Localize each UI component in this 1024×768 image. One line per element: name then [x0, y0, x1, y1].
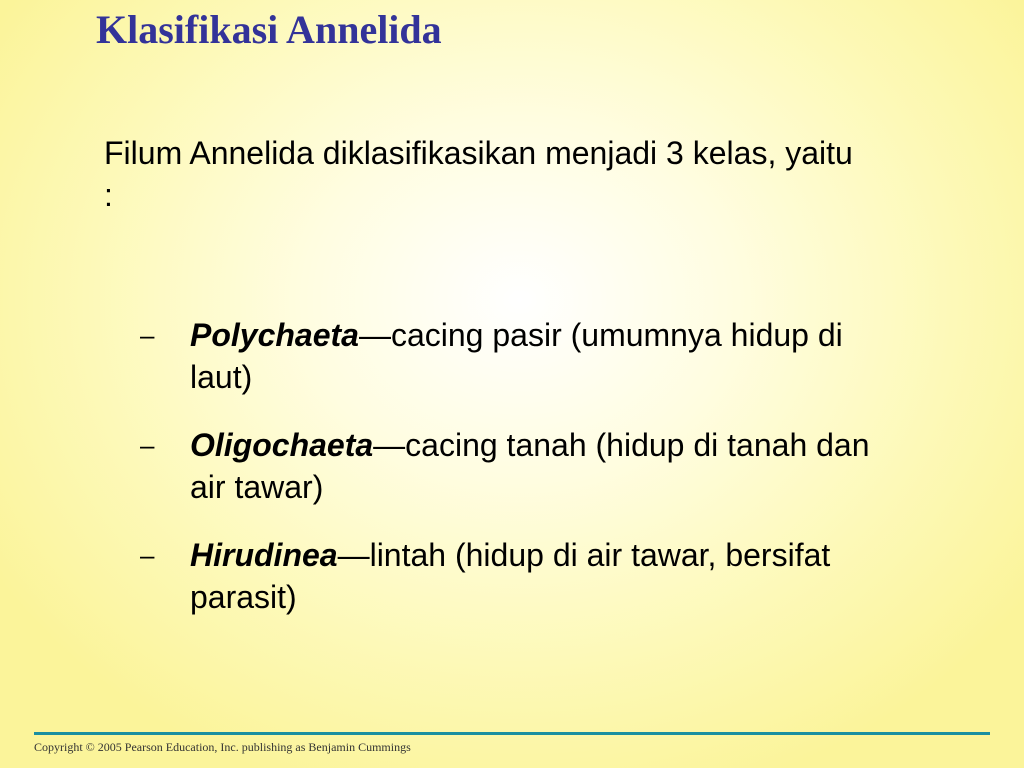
class-name: Hirudinea — [190, 537, 338, 573]
bullet-dash: – — [140, 320, 155, 350]
bullet-dash: – — [140, 430, 155, 460]
class-text — [190, 424, 880, 508]
class-item-hirudinea — [140, 534, 880, 618]
class-item-polychaeta — [140, 314, 880, 398]
class-text — [190, 314, 880, 398]
class-description: —cacing pasir (umumnya hidup di laut) — [190, 317, 843, 395]
class-name: Polychaeta — [190, 317, 359, 353]
copyright-footer: Copyright © 2005 Pearson Education, Inc. publishing as Benjamin Cummings — [34, 740, 411, 754]
slide-title: Klasifikasi Annelida — [96, 7, 442, 52]
class-text — [190, 534, 880, 618]
class-description: —cacing tanah (hidup di tanah dan air tawar) — [190, 427, 870, 505]
class-name: Oligochaeta — [190, 427, 374, 463]
intro-text: Filum Annelida diklasifikasikan menjadi 3 kelas, yaitu : — [104, 135, 853, 213]
class-description: —lintah (hidup di air tawar, bersifat parasit) — [190, 537, 831, 615]
class-item-oligochaeta — [140, 424, 880, 508]
class-list — [140, 314, 880, 644]
bullet-dash: – — [140, 540, 155, 570]
footer-divider — [34, 732, 990, 735]
